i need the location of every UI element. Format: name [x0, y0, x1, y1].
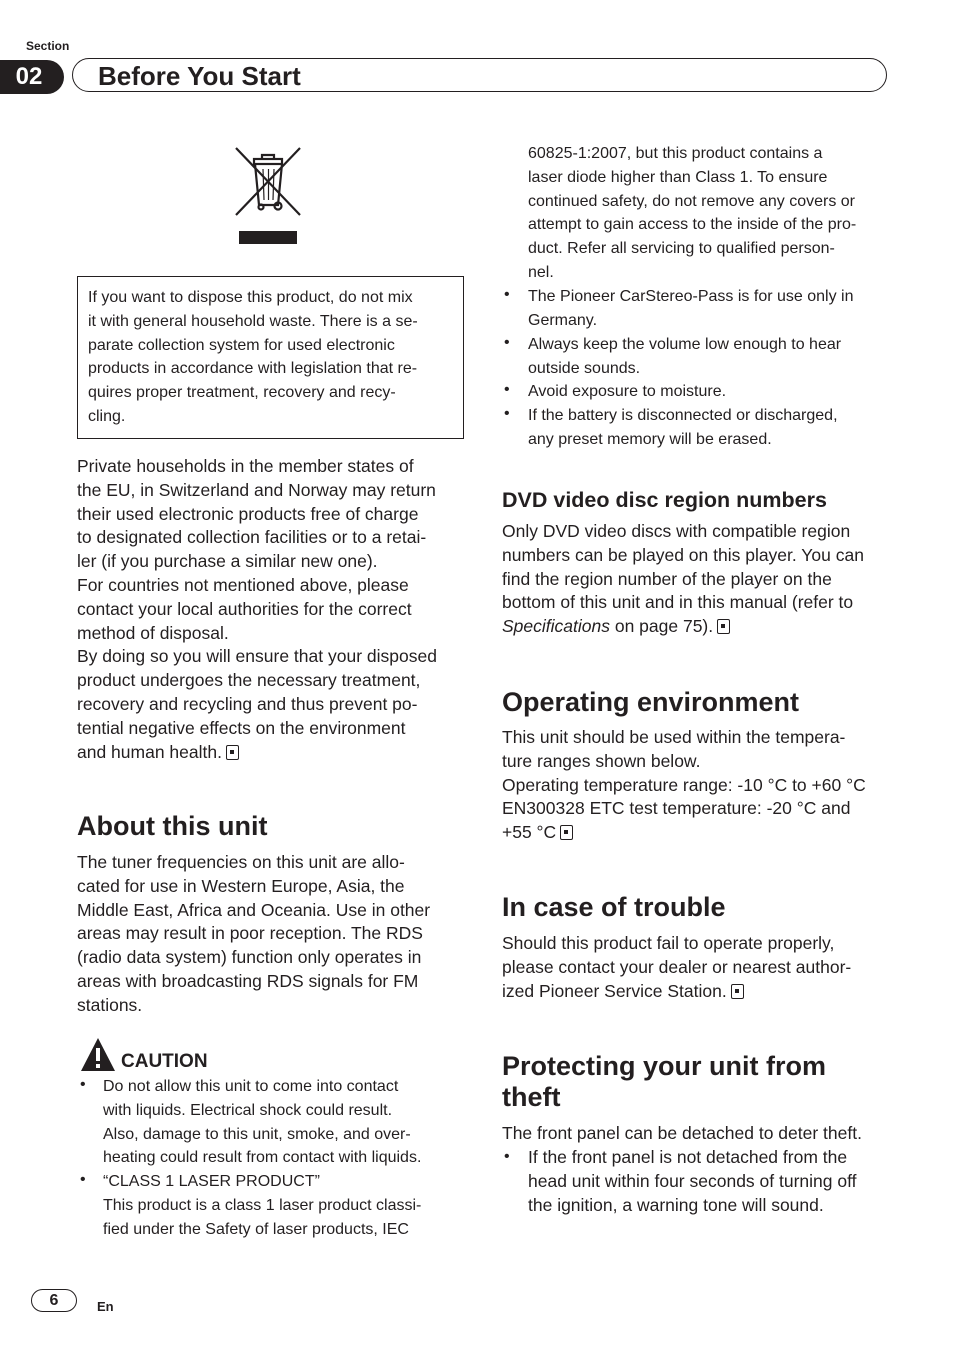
laser-continuation — [528, 142, 856, 285]
end-of-section-icon — [226, 745, 239, 760]
text-line: +55 °C — [502, 822, 557, 843]
warning-triangle-icon — [80, 1037, 116, 1073]
weee-notice-box — [77, 276, 464, 439]
about-heading: About this unit — [77, 811, 268, 841]
about-paragraph — [77, 851, 430, 1018]
text-line: This product is a class 1 laser product classi- — [103, 1196, 422, 1214]
notice-line: products in accordance with legislation that re- — [88, 360, 418, 378]
text-line: please contact your dealer or nearest author- — [502, 956, 852, 977]
text-line: the EU, in Switzerland and Norway may return — [77, 479, 436, 500]
text-line: The tuner frequencies on this unit are allo- — [77, 852, 405, 872]
text-line: duct. Refer all servicing to qualified person- — [528, 240, 835, 258]
text-line: Germany. — [528, 311, 598, 329]
text-line: any preset memory will be erased. — [528, 430, 772, 448]
text-line: By doing so you will ensure that your disposed — [77, 646, 437, 667]
specifications-reference: Specifications — [502, 616, 610, 637]
text-line: product undergoes the necessary treatment, — [77, 670, 421, 691]
list-item — [528, 404, 838, 452]
section-number-badge: 02 — [0, 60, 64, 94]
text-line: to designated collection facilities or to a retai- — [77, 527, 427, 548]
bullet-dot: • — [504, 405, 510, 422]
text-line: head unit within four seconds of turning off — [528, 1170, 857, 1191]
text-line: EN300328 ETC test temperature: -20 °C and — [502, 798, 851, 819]
text-line: nel. — [528, 263, 554, 281]
text-line: Always keep the volume low enough to hear — [528, 336, 842, 353]
environment-heading: Operating environment — [502, 687, 800, 717]
text-line: bottom of this unit and in this manual (refer to — [502, 592, 854, 613]
text-line: laser diode higher than Class 1. To ensure — [528, 168, 828, 186]
page-number: 6 — [31, 1289, 77, 1312]
text-line: continued safety, do not remove any covers or — [528, 192, 855, 210]
text-line: with liquids. Electrical shock could result. — [103, 1101, 393, 1119]
text-line: ture ranges shown below. — [502, 750, 701, 771]
text-line: Should this product fail to operate properly, — [502, 933, 835, 953]
theft-heading-line: theft — [502, 1082, 561, 1112]
notice-line: cling. — [88, 407, 126, 425]
text-line: areas may result in poor reception. The RDS — [77, 923, 423, 944]
caution-bullet-laser — [103, 1170, 421, 1241]
text-line: Private households in the member states of — [77, 456, 414, 476]
text-line: If the front panel is not detached from the — [528, 1147, 848, 1167]
text-line: 60825-1:2007, but this product contains a — [528, 145, 823, 162]
text-line: (radio data system) function only operates in — [77, 947, 422, 968]
text-line: contact your local authorities for the correct — [77, 598, 412, 619]
text-line: stations. — [77, 994, 143, 1015]
dvd-region-heading: DVD video disc region numbers — [502, 488, 827, 512]
theft-heading-line: Protecting your unit from — [502, 1051, 826, 1081]
bullet-dot: • — [80, 1076, 86, 1093]
text-line: recovery and recycling and thus prevent po- — [77, 693, 418, 714]
caution-label: CAUTION — [121, 1051, 208, 1072]
text-line: on page 75). — [609, 616, 714, 637]
text-line: Only DVD video discs with compatible region — [502, 521, 851, 541]
text-line: ized Pioneer Service Station. — [502, 980, 727, 1001]
text-line: For countries not mentioned above, please — [77, 574, 409, 595]
text-line: numbers can be played on this player. You can — [502, 544, 864, 565]
disposal-paragraph — [77, 455, 437, 764]
text-line: the ignition, a warning tone will sound. — [528, 1194, 824, 1215]
text-line: heating could result from contact with liquids. — [103, 1149, 422, 1167]
theft-intro: The front panel can be detached to deter theft. — [502, 1123, 862, 1143]
list-item — [528, 380, 726, 404]
bullet-dot: • — [504, 334, 510, 351]
text-line: Middle East, Africa and Oceania. Use in other — [77, 899, 431, 920]
bullet-dot: • — [504, 381, 510, 398]
bullet-dot: • — [504, 1148, 510, 1165]
section-label: Section — [26, 39, 70, 53]
text-line: “CLASS 1 LASER PRODUCT” — [103, 1173, 320, 1190]
text-line: tential negative effects on the environment — [77, 717, 406, 738]
text-line: method of disposal. — [77, 622, 229, 643]
environment-paragraph — [502, 726, 866, 845]
notice-line: quires proper treatment, recovery and recy- — [88, 384, 396, 402]
text-line: cated for use in Western Europe, Asia, the — [77, 875, 405, 896]
end-of-section-icon — [731, 984, 744, 999]
text-line: and human health. — [77, 741, 222, 762]
text-line: their used electronic products free of charge — [77, 503, 419, 524]
caution-bullet-liquids — [103, 1075, 421, 1170]
text-line: Operating temperature range: -10 °C to +60 °C — [502, 774, 866, 795]
trouble-paragraph — [502, 932, 851, 1003]
text-line: find the region number of the player on the — [502, 568, 832, 589]
dvd-region-paragraph — [502, 520, 864, 639]
section-title: Before You Start — [98, 61, 301, 91]
text-line: This unit should be used within the tempera- — [502, 727, 846, 747]
text-line: areas with broadcasting RDS signals for FM — [77, 970, 419, 991]
text-line: fied under the Safety of laser products, IEC — [103, 1220, 409, 1238]
notice-line: it with general household waste. There is a se- — [88, 312, 418, 330]
text-line: Avoid exposure to moisture. — [528, 383, 727, 400]
trouble-heading: In case of trouble — [502, 892, 726, 922]
end-of-section-icon — [560, 825, 573, 840]
notice-line: parate collection system for used electronic — [88, 336, 395, 354]
text-line: ler (if you purchase a similar new one). — [77, 551, 378, 572]
list-item — [528, 1146, 857, 1217]
bullet-dot: • — [80, 1171, 86, 1188]
language-code: En — [97, 1299, 114, 1314]
crossed-out-wheelie-bin-icon — [232, 145, 304, 245]
text-line: Do not allow this unit to come into contact — [103, 1078, 399, 1095]
bullet-dot: • — [504, 286, 510, 303]
text-line: outside sounds. — [528, 359, 641, 377]
text-line: The Pioneer CarStereo-Pass is for use only in — [528, 288, 854, 305]
text-line: If the battery is disconnected or discharged, — [528, 407, 838, 424]
notice-line: If you want to dispose this product, do not mix — [88, 289, 413, 306]
text-line: Also, damage to this unit, smoke, and over- — [103, 1125, 411, 1143]
list-item — [528, 285, 853, 333]
end-of-section-icon — [717, 619, 730, 634]
theft-heading — [502, 1051, 826, 1113]
list-item — [528, 333, 841, 381]
text-line: attempt to gain access to the inside of the pro- — [528, 216, 857, 234]
